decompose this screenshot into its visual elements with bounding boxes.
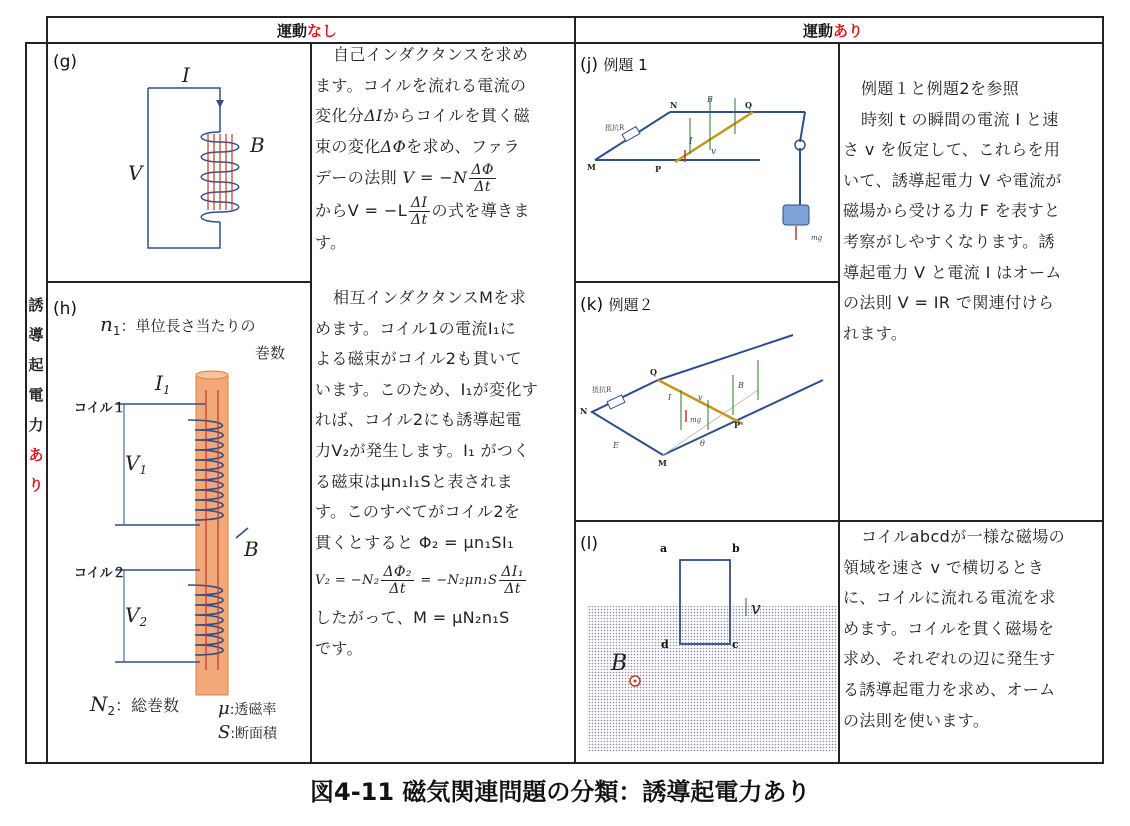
fig-j-m: M bbox=[587, 162, 596, 172]
coil-crossing-field-figure bbox=[585, 530, 837, 755]
fig-l-d: d bbox=[661, 638, 669, 651]
fig-k-i: I bbox=[668, 393, 672, 402]
fig-l-v: v bbox=[751, 599, 761, 619]
fig-j-b: B bbox=[707, 95, 713, 104]
fig-l-b: b bbox=[732, 542, 740, 555]
row-label-induced-emf bbox=[27, 290, 45, 500]
fig-k-resistor: 抵抗R bbox=[592, 386, 612, 394]
mu-legend: μ:透磁率 bbox=[218, 698, 277, 719]
fig-k-n: N bbox=[580, 406, 588, 416]
example-2-figure bbox=[578, 330, 833, 480]
examples-explanation-text: 例題１と例題2を参照 時刻 t の瞬間の電流 I と速 さ v を仮定して、これらを用 いて、誘導起電力 V や電流が 磁場から受ける力 F を表すと 考察がしやすくなります。誘 導起電力 V と電流 I はオーム の法則 V = IR で関連付けら れます。 bbox=[843, 79, 1062, 343]
fig-k-mg: mg bbox=[690, 416, 702, 424]
figure-caption: 図4-11 磁気関連問題の分類：誘導起電力あり bbox=[310, 778, 811, 806]
row-label-char: 導 bbox=[28, 326, 44, 344]
fig-j-resistor: 抵抗R bbox=[605, 124, 625, 132]
fig-h-voltage-2: $V_2$ bbox=[125, 603, 148, 629]
n1-legend: $n_1$：単位長さ当たりの bbox=[100, 312, 256, 338]
row-label-char: 誘 bbox=[28, 296, 44, 314]
n2-legend: $N_2$：総巻数 bbox=[90, 692, 180, 719]
fig-l-b-field: B bbox=[611, 651, 628, 676]
cell-h-text: 相互インダクタンスMを求 めます。コイル1の電流I₁に よる磁束がコイル2も貫いて います。このため、I₁が変化す れば、コイル2にも誘導起電 力V₂が発生します。I₁ がつく る磁束はμn₁I₁Sと表されま す。このすべてがコイル2を 貫くとすると Φ₂ = μn₁SI₁ V₂ = −N₂ $\frac{\text{ΔΦ₂}}{\Delta t}$ = −N₂μn₁S $\frac{\text{ΔI₁}}{\Delta t}$ したがって、M = μN₂n₁S です。 bbox=[315, 288, 539, 658]
coil-1-label: コイル１ bbox=[74, 401, 126, 416]
cell-label-l: (l) bbox=[580, 534, 598, 554]
fig-j-p: P bbox=[655, 164, 662, 174]
coil-2-label: コイル２ bbox=[74, 566, 126, 581]
cell-label-h: (h) bbox=[53, 299, 78, 319]
fig-g-voltage: V bbox=[128, 161, 143, 185]
fig-k-e: E bbox=[613, 441, 619, 450]
fig-j-v: v bbox=[711, 147, 717, 157]
row-label-char: 起 bbox=[28, 356, 44, 374]
fig-k-p: P bbox=[734, 420, 741, 430]
fig-k-theta: θ bbox=[700, 439, 705, 448]
fig-h-voltage-1: $V_1$ bbox=[125, 451, 148, 477]
header-no-motion: 運動なし bbox=[277, 22, 338, 40]
cell-g-text: 自己インダクタンスを求め ます。コイルを流れる電流の 変化分ΔIからコイルを貫く磁 束の変化ΔΦを求め、ファラ デーの法則 V = −N $\frac{\Delta\Phi}{\Delta t}$ からV = −L $\frac{\Delta I}{\Delta t}$ の式を導きま す。 bbox=[315, 45, 531, 253]
cell-label-k: (k) 例題２ bbox=[580, 295, 654, 315]
self-inductance-figure bbox=[110, 60, 300, 260]
fig-j-mg: mg bbox=[811, 234, 823, 242]
fig-h-current-1: $I_1$ bbox=[155, 371, 171, 397]
row-label-char: 力 bbox=[28, 416, 44, 434]
row-label-char: 電 bbox=[28, 386, 44, 404]
fig-l-c: c bbox=[732, 638, 739, 651]
s-legend: S:断面積 bbox=[218, 722, 278, 743]
fig-g-current: I bbox=[182, 63, 190, 87]
fig-h-field: B bbox=[244, 537, 259, 561]
fig-k-b: B bbox=[738, 381, 744, 390]
fig-k-m: M bbox=[658, 458, 667, 468]
fig-g-field: B bbox=[250, 133, 265, 157]
fig-k-q: Q bbox=[650, 367, 657, 377]
fig-j-q: Q bbox=[745, 100, 752, 110]
fig-l-a: a bbox=[660, 542, 668, 555]
header-with-motion: 運動あり bbox=[803, 22, 864, 40]
cell-l-text: コイルabcdが一様な磁場の 領域を速さ v で横切るとき に、コイルに流れる電流を求 めます。コイルを貫く磁場を 求め、それぞれの辺に発生す る誘導起電力を求め、オーム の法則を使います。 bbox=[843, 527, 1066, 730]
fig-j-i: I bbox=[689, 137, 693, 147]
example-1-figure bbox=[585, 90, 835, 250]
cell-label-j: (j) 例題 1 bbox=[580, 55, 648, 75]
fig-k-v: v bbox=[698, 393, 703, 402]
n1-legend-2: 巻数 bbox=[255, 344, 286, 362]
row-label-char: あ bbox=[28, 446, 44, 464]
cell-label-g: (g) bbox=[53, 52, 78, 72]
fig-j-n: N bbox=[670, 100, 678, 110]
row-label-char: り bbox=[28, 476, 44, 494]
